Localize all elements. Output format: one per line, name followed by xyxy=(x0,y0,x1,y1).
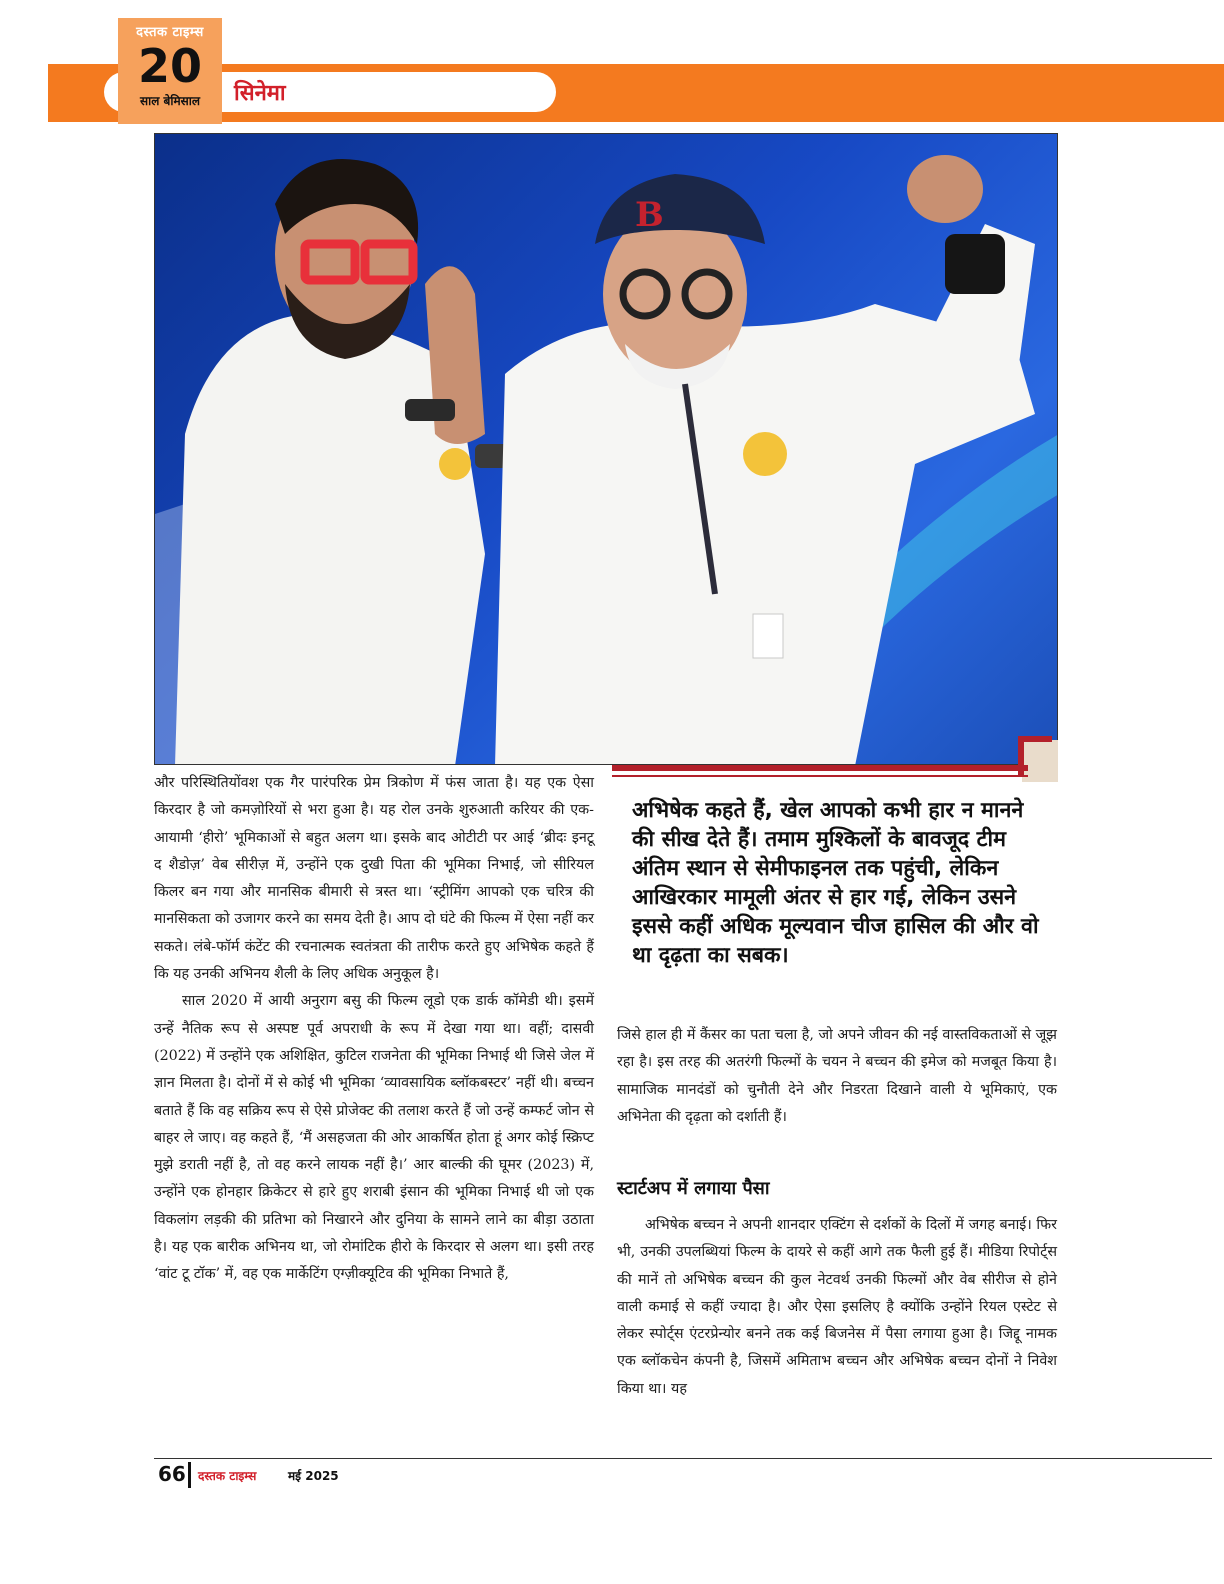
anniversary-logo xyxy=(118,18,222,124)
pull-quote-rule-thin xyxy=(612,775,1028,777)
photo-illustration xyxy=(155,134,1058,765)
pull-quote: अभिषेक कहते हैं, खेल आपको कभी हार न मानने की सीख देते हैं। तमाम मुश्किलों के बावजूद टीम अंतिम स्थान से सेमीफाइनल तक पहुंची, लेकिन आखिरकार मामूली अंतर से हार गई, लेकिन उसने इससे कहीं अधिक मूल्यवान चीज हासिल की और वो था दृढ़ता का सबक। xyxy=(632,798,1039,968)
footer-brand: दस्तक टाइम्स xyxy=(198,1469,257,1483)
logo-brand: दस्तक टाइम्स xyxy=(136,25,204,40)
page-number: 66 xyxy=(158,1462,186,1486)
left-column xyxy=(154,770,594,1289)
left-paragraph-2: साल 2020 में आयी अनुराग बसु की फिल्म लूडो एक डार्क कॉमेडी थी। इसमें उन्हें नैतिक रूप से अस्पष्ट पूर्व अपराधी के रूप में देखा गया था। वहीं; दासवी (2022) में उन्होंने एक अशिक्षित, कुटिल राजनेता की भूमिका निभाई थी जिसे जेल में ज्ञान मिलता है। दोनों में से कोई भी भूमिका ‘व्यावसायिक ब्लॉकबस्टर’ नहीं थी। बच्चन बताते हैं कि वह सक्रिय रूप से ऐसे प्रोजेक्ट की तलाश करते हैं जो उन्हें कम्फर्ट जोन से बाहर ले जाए। वह कहते हैं, ‘मैं असहजता की ओर आकर्षित होता हूं अगर कोई स्क्रिप्ट मुझे डराती नहीं है, तो वह करने लायक नहीं है।’ आर बाल्की की घूमर (2023) में, उन्होंने एक होनहार क्रिकेटर से हारे हुए शराबी इंसान की भूमिका निभाई थी जो एक विकलांग लड़की की प्रतिभा को निखारने और दुनिया के सामने लाने का बीड़ा उठाता है। यह एक बारीक अभिनय था, जो रोमांटिक हीरो के किरदार से अलग था। इसी तरह ‘वांट टू टॉक’ में, वह एक मार्केटिंग एग्ज़ीक्यूटिव की भूमिका निभाते हैं, xyxy=(154,993,594,1283)
footer-rule xyxy=(154,1458,1212,1459)
footer-divider xyxy=(188,1462,191,1488)
footer-date: मई 2025 xyxy=(288,1469,339,1483)
article-photo xyxy=(154,133,1058,765)
right-paragraph-1: जिसे हाल ही में कैंसर का पता चला है, जो अपने जीवन की नई वास्तविकताओं से जूझ रहा है। इस तरह की अतरंगी फिल्मों के चयन ने बच्चन की इमेज को मजबूत किया है। सामाजिक मानदंडों को चुनौती देने और निडरता दिखाने वाली ये भूमिकाएं, एक अभिनेता की दृढ़ता को दर्शाती हैं। xyxy=(617,1027,1057,1125)
right-paragraph-2: अभिषेक बच्चन ने अपनी शानदार एक्टिंग से दर्शकों के दिलों में जगह बनाई। फिर भी, उनकी उपलब्धियां फिल्म के दायरे से कहीं आगे तक फैली हुई हैं। मीडिया रिपोर्ट्स की मानें तो अभिषेक बच्चन की कुल नेटवर्थ उनकी फिल्मों और वेब सीरीज से होने वाली कमाई से कहीं ज्यादा है। और ऐसा इसलिए है क्योंकि उन्होंने रियल एस्टेट से लेकर स्पोर्ट्स एंटरप्रेन्योर बनने तक कई बिजनेस में पैसा लगाया हुआ है। जिद्दू नामक एक ब्लॉकचेन कंपनी है, जिसमें अमिताभ बच्चन और अभिषेक बच्चन दोनों ने निवेश किया था। यह xyxy=(617,1217,1057,1397)
pull-quote-rule xyxy=(612,765,1028,771)
left-paragraph-1: और परिस्थितियोंवश एक गैर पारंपरिक प्रेम त्रिकोण में फंस जाता है। यह एक ऐसा किरदार है जो कमज़ोरियों से भरा हुआ है। यह रोल उनके शुरुआती करियर की एक-आयामी ‘हीरो’ भूमिकाओं से बहुत अलग था। इसके बाद ओटीटी पर आई ‘ब्रीदः इनटू द शैडोज़’ वेब सीरीज़ में, उन्होंने एक दुखी पिता की भूमिका निभाई, जो सीरियल किलर बन गया और मानसिक बीमारी से त्रस्त था। ‘स्ट्रीमिंग आपको एक चरित्र की मानसिकता को उजागर करने का समय देती है। आप दो घंटे की फिल्म में ऐसा नहीं कर सकते। लंबे-फॉर्म कंटेंट की रचनात्मक स्वतंत्रता की तारीफ करते हुए अभिषेक कहते हैं कि यह उनकी अभिनय शैली के लिए अधिक अनुकूल है। xyxy=(154,775,594,983)
cap-letter: B xyxy=(635,195,664,235)
right-column-bottom xyxy=(617,1212,1057,1403)
logo-anniversary-number: 20 xyxy=(137,39,202,93)
right-column-top xyxy=(617,1022,1057,1131)
logo-tagline: साल बेमिसाल xyxy=(139,94,201,108)
subheading: स्टार्टअप में लगाया पैसा xyxy=(617,1178,770,1199)
section-title: सिनेमा xyxy=(234,81,286,106)
